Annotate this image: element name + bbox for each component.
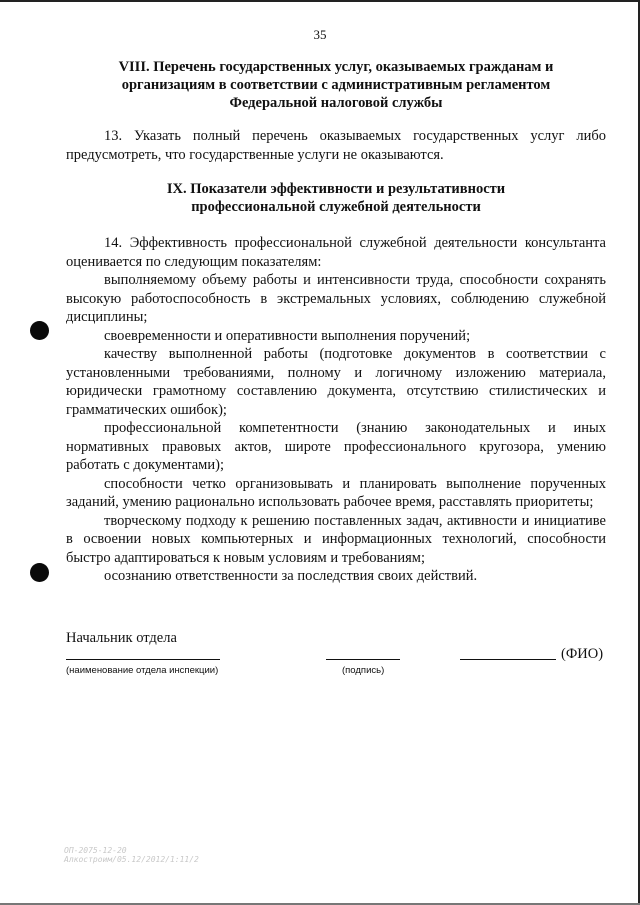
binder-hole-mark bbox=[30, 563, 49, 582]
paragraph-14-intro: 14. Эффективность профессиональной служебной деятельности консультанта оценивается по следующим показателям: bbox=[66, 235, 606, 270]
section-8-title-line: Федеральной налоговой службы bbox=[229, 95, 443, 111]
paragraph-13 bbox=[66, 127, 606, 164]
watermark-stamp: ОП-2075-12-20 bbox=[64, 846, 127, 855]
indicator-item: способности четко организовывать и планировать выполнение порученных заданий, умению рационально использовать рабочее время, расставлять приоритеты; bbox=[66, 475, 606, 510]
section-8-title-line: организациям в соответствии с административным регламентом bbox=[121, 77, 551, 93]
binder-hole-mark bbox=[30, 321, 49, 340]
page-number: 35 bbox=[313, 27, 327, 42]
section-8-title bbox=[66, 58, 606, 112]
indicator-item: творческому подходу к решению поставленных задач, активности и инициативе в освоении новых компьютерных и информационных технологий, способности быстро адаптироваться к новым условиям и требованиям; bbox=[66, 512, 606, 566]
section-9-title-line: IX. Показатели эффективности и результативности bbox=[166, 181, 506, 197]
indicator-item: качеству выполненной работы (подготовке документов в соответствии с установленными требованиями, полному и логичному изложению материала, юридически грамотному составлению документа, отсутствию стилистических и грамматических ошибок); bbox=[66, 346, 606, 418]
indicator-item: своевременности и оперативности выполнения поручений; bbox=[104, 327, 471, 344]
department-signature-line bbox=[66, 659, 220, 660]
signature-line bbox=[326, 659, 400, 660]
signature-caption: (подпись) bbox=[342, 665, 385, 676]
fio-label: (ФИО) bbox=[561, 646, 604, 662]
paragraph-13-text: 13. Указать полный перечень оказываемых государственных услуг либо предусмотреть, что государственные услуги не оказываются. bbox=[66, 128, 606, 163]
department-caption: (наименование отдела инспекции) bbox=[66, 665, 219, 676]
indicator-item: выполняемому объему работы и интенсивности труда, способности сохранять высокую работоспособность в экстремальных условиях, соблюдению служебной дисциплины; bbox=[66, 272, 606, 325]
page-border-top bbox=[0, 0, 640, 2]
paragraph-14 bbox=[66, 234, 606, 586]
section-8-title-line: VIII. Перечень государственных услуг, оказываемых гражданам и bbox=[118, 59, 554, 75]
section-9-title-line: профессиональной служебной деятельности bbox=[191, 199, 481, 215]
watermark-stamp: Алкостроим/05.12/2012/1:11/2 bbox=[64, 855, 199, 864]
indicator-item: осознанию ответственности за последствия своих действий. bbox=[104, 568, 478, 584]
fio-line bbox=[460, 659, 556, 660]
section-9-title bbox=[66, 180, 606, 216]
signature-title: Начальник отдела bbox=[66, 630, 177, 646]
indicator-item: профессиональной компетентности (знанию законодательных и иных нормативных правовых актов, широте профессионального кругозора, умению работать с документами); bbox=[66, 420, 606, 473]
